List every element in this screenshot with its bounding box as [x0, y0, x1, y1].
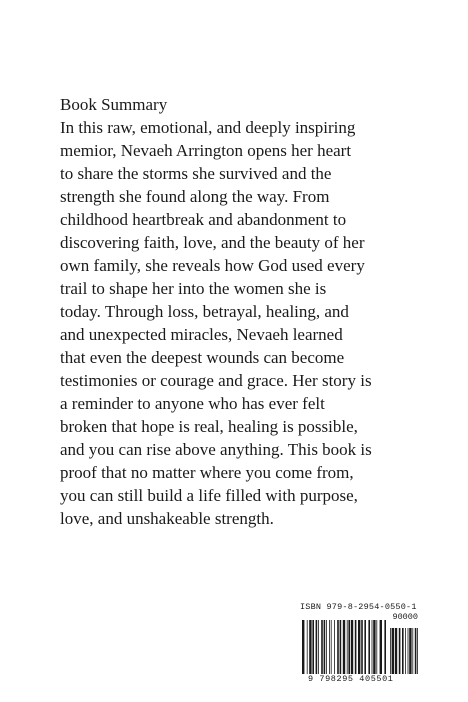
barcode-bar: [358, 620, 360, 674]
barcode-bar: [355, 620, 357, 674]
barcode-bar: [329, 620, 330, 674]
summary-line: In this raw, emotional, and deeply inspiring: [60, 118, 356, 137]
barcode-bar: [372, 620, 373, 674]
isbn-label: ISBN 979-8-2954-0550-1: [300, 602, 417, 612]
summary-line: memior, Nevaeh Arrington opens her heart: [60, 141, 352, 160]
barcode-bar: [309, 620, 311, 674]
barcode-bar: [417, 628, 418, 674]
summary-line: to share the storms she survived and the: [60, 164, 332, 183]
isbn-barcode: [300, 602, 420, 682]
book-summary: [60, 93, 420, 530]
price-addon-digits: 90000: [392, 612, 418, 622]
barcode-bar: [348, 620, 350, 674]
barcode-bar: [395, 628, 397, 674]
barcode-bar: [337, 620, 339, 674]
barcode-bar: [376, 620, 377, 674]
barcode-bar: [405, 628, 406, 674]
ean-digits: 9 798295 405501: [308, 674, 394, 684]
barcode-bar: [373, 620, 375, 674]
barcode-bar: [307, 620, 308, 674]
barcode-bar: [390, 628, 391, 674]
summary-line: discovering faith, love, and the beauty of her: [60, 233, 365, 252]
summary-line: childhood heartbreak and abandonment to: [60, 210, 347, 229]
barcode-bar: [326, 620, 327, 674]
barcode-bar: [331, 620, 332, 674]
barcode-bar: [316, 620, 318, 674]
barcode-bar: [312, 620, 314, 674]
barcode-bar: [368, 620, 370, 674]
barcode-bar: [334, 620, 335, 674]
barcode-bar: [347, 620, 348, 674]
barcode-bar: [340, 620, 342, 674]
barcode-bar: [409, 628, 411, 674]
summary-line: and unexpected miracles, Nevaeh learned: [60, 325, 343, 344]
summary-line: testimonies or courage and grace. Her story is: [60, 371, 372, 390]
summary-line: broken that hope is real, healing is possible,: [60, 417, 358, 436]
summary-body: [60, 116, 420, 530]
summary-line: a reminder to anyone who has ever felt: [60, 394, 325, 413]
barcode-bar: [384, 620, 386, 674]
barcode-bar: [364, 620, 366, 674]
barcode-bar: [412, 628, 413, 674]
barcode-bar: [399, 628, 401, 674]
summary-line: proof that no matter where you come from,: [60, 463, 354, 482]
barcode-bar: [361, 620, 363, 674]
barcode-bar: [351, 620, 353, 674]
barcode-bar: [415, 628, 417, 674]
barcode-bar: [321, 620, 323, 674]
summary-line: love, and unshakeable strength.: [60, 509, 274, 528]
summary-line: and you can rise above anything. This book is: [60, 440, 372, 459]
summary-line: today. Through loss, betrayal, healing, and: [60, 302, 349, 321]
barcode-bar: [302, 620, 304, 674]
barcode-bar: [380, 620, 382, 674]
summary-heading: Book Summary: [60, 95, 168, 114]
barcode-bar: [392, 628, 394, 674]
summary-line: strength she found along the way. From: [60, 187, 330, 206]
summary-line: own family, she reveals how God used every: [60, 256, 365, 275]
barcode-bar: [318, 620, 319, 674]
barcode-bar: [408, 628, 409, 674]
summary-line: you can still build a life filled with purpose,: [60, 486, 358, 505]
summary-line: that even the deepest wounds can become: [60, 348, 345, 367]
summary-line: trail to shape her into the women she is: [60, 279, 327, 298]
barcode-bars: [300, 620, 420, 674]
barcode-bar: [324, 620, 326, 674]
barcode-bar: [343, 620, 345, 674]
barcode-bar: [402, 628, 404, 674]
